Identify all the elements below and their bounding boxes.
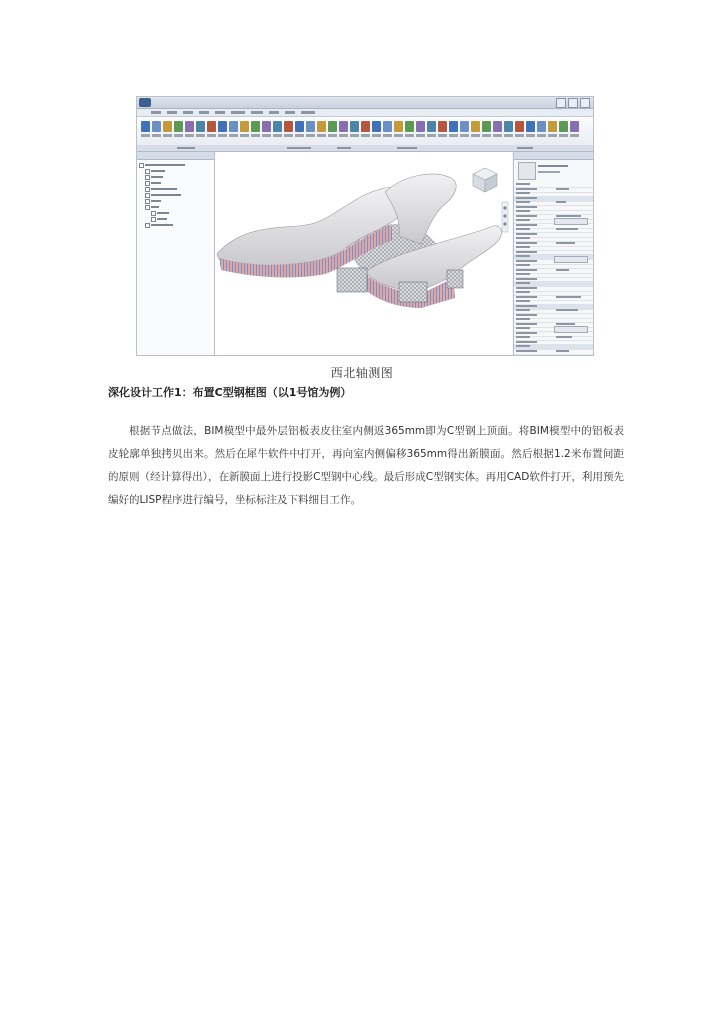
tab-manage[interactable] [285, 111, 295, 114]
tab-view[interactable] [269, 111, 279, 114]
ribbon-tool-label [229, 134, 238, 137]
ribbon-tool-label [262, 134, 271, 137]
ribbon-tool-label [394, 134, 403, 137]
ribbon-tool-label [515, 134, 524, 137]
ribbon-tool-icon[interactable] [372, 121, 381, 132]
navigation-bar[interactable] [502, 202, 508, 232]
entrance-block-3 [447, 270, 463, 288]
ribbon-tool-icon[interactable] [251, 121, 260, 132]
property-row[interactable] [514, 349, 594, 355]
ribbon-tool-label [185, 134, 194, 137]
ribbon-tool-icon[interactable] [504, 121, 513, 132]
ribbon-group-labels [137, 145, 593, 151]
ribbon-tool-label [537, 134, 546, 137]
ribbon-tool-label [218, 134, 227, 137]
ribbon-tool-label [460, 134, 469, 137]
ribbon-tool-icon[interactable] [438, 121, 447, 132]
ribbon-tool-label [306, 134, 315, 137]
ribbon-tool-icon[interactable] [229, 121, 238, 132]
ribbon-tool-label [339, 134, 348, 137]
ribbon-tool-icon[interactable] [218, 121, 227, 132]
view-cube-icon[interactable] [473, 168, 497, 192]
ribbon-tabs [137, 109, 593, 117]
3d-viewport[interactable] [215, 152, 512, 355]
ribbon-tool-label [449, 134, 458, 137]
ribbon-tool-label [141, 134, 150, 137]
ribbon-tool-icon[interactable] [515, 121, 524, 132]
ribbon-tool-label [284, 134, 293, 137]
ribbon-tool-icon[interactable] [361, 121, 370, 132]
ribbon-tool-icon[interactable] [185, 121, 194, 132]
ribbon-tool-icon[interactable] [493, 121, 502, 132]
ribbon-tool-label [240, 134, 249, 137]
ribbon-tool-icon[interactable] [284, 121, 293, 132]
ribbon-tool-label [482, 134, 491, 137]
ribbon-tool-icon[interactable] [548, 121, 557, 132]
tab-analyze[interactable] [215, 111, 225, 114]
entrance-block-1 [337, 268, 367, 292]
tab-insert[interactable] [183, 111, 193, 114]
ribbon-tool-icon[interactable] [152, 121, 161, 132]
type-thumbnail-icon [518, 162, 536, 180]
ribbon-tool-icon[interactable] [196, 121, 205, 132]
ribbon-tool-icon[interactable] [405, 121, 414, 132]
properties-header [514, 152, 594, 160]
ribbon-tool-icon[interactable] [240, 121, 249, 132]
ribbon-tool-label [163, 134, 172, 137]
ribbon-tool-label [548, 134, 557, 137]
ribbon-tool-icon[interactable] [449, 121, 458, 132]
tab-architecture[interactable] [151, 111, 161, 114]
ribbon-tool-icon[interactable] [262, 121, 271, 132]
tab-structure[interactable] [167, 111, 177, 114]
ribbon-tool-icon[interactable] [383, 121, 392, 132]
ribbon-tool-icon[interactable] [141, 121, 150, 132]
ribbon-tool-icon[interactable] [427, 121, 436, 132]
ribbon-tool-label [174, 134, 183, 137]
tab-annotate[interactable] [199, 111, 209, 114]
ribbon-tool-icon[interactable] [460, 121, 469, 132]
ribbon-tool-label [570, 134, 579, 137]
ribbon-tool-label [383, 134, 392, 137]
ribbon-tool-icon[interactable] [471, 121, 480, 132]
ribbon-tool-icon[interactable] [174, 121, 183, 132]
window-controls [556, 98, 590, 108]
ribbon-tool-icon[interactable] [570, 121, 579, 132]
ribbon-tool-label [405, 134, 414, 137]
ribbon-toolbar [137, 117, 593, 152]
minimize-icon[interactable] [556, 98, 566, 108]
ribbon-tool-label [152, 134, 161, 137]
ribbon-tool-label [361, 134, 370, 137]
ribbon-tool-icon[interactable] [339, 121, 348, 132]
ribbon-tool-label [493, 134, 502, 137]
ribbon-tool-label [196, 134, 205, 137]
ribbon-tool-label [273, 134, 282, 137]
ribbon-tool-label [427, 134, 436, 137]
project-browser [137, 152, 215, 355]
ribbon-tool-icon[interactable] [416, 121, 425, 132]
project-browser-header [137, 152, 214, 160]
properties-panel [513, 152, 594, 355]
ribbon-tool-icon[interactable] [295, 121, 304, 132]
ribbon-tool-icon[interactable] [537, 121, 546, 132]
application-menu-button[interactable] [139, 98, 151, 107]
figure-caption: 西北轴测图 [330, 366, 394, 380]
northwest-axonometric-model [215, 152, 512, 355]
ribbon-tool-icon[interactable] [328, 121, 337, 132]
ribbon-tool-label [504, 134, 513, 137]
ribbon-tool-label [471, 134, 480, 137]
body-paragraph: 根据节点做法，BIM模型中最外层铝板表皮往室内侧返365mm即为C型钢上顶面。将BIM模型中的铝板表皮轮廓单独拷贝出来。然后在犀牛软件中打开，再向室内侧偏移365mm得出新膜面。然后根据1.2米布置间距的原则（经计算得出），在新膜面上进行投影C型钢中心线。最后形成C型钢实体。再用CAD软件打开，利用预先编好的LISP程序进行编号，坐标标注及下料细目工作。 [108, 425, 624, 506]
edit-button[interactable] [554, 326, 588, 333]
window-title-bar [137, 97, 593, 109]
ribbon-tool-icon[interactable] [350, 121, 359, 132]
ribbon-tool-icon[interactable] [317, 121, 326, 132]
ribbon-tool-label [438, 134, 447, 137]
ribbon-tool-label [559, 134, 568, 137]
ribbon-tool-label [328, 134, 337, 137]
ribbon-tool-label [526, 134, 535, 137]
ribbon-tool-icon[interactable] [526, 121, 535, 132]
maximize-icon[interactable] [568, 98, 578, 108]
ribbon-tool-icon[interactable] [207, 121, 216, 132]
ribbon-tool-label [295, 134, 304, 137]
ribbon-tool-icon[interactable] [482, 121, 491, 132]
ribbon-tool-label [372, 134, 381, 137]
ribbon-tool-label [207, 134, 216, 137]
ribbon-tool-label [416, 134, 425, 137]
tab-massing[interactable] [231, 111, 245, 114]
ribbon-tool-icon[interactable] [306, 121, 315, 132]
ribbon-tool-icon[interactable] [273, 121, 282, 132]
entrance-block-2 [399, 282, 427, 302]
ribbon-tool-icon[interactable] [394, 121, 403, 132]
ribbon-tool-label [317, 134, 326, 137]
tab-modify[interactable] [301, 111, 315, 114]
tab-collaborate[interactable] [251, 111, 263, 114]
ribbon-tool-icon[interactable] [559, 121, 568, 132]
edit-button[interactable] [554, 256, 588, 263]
edit-button[interactable] [554, 218, 588, 225]
section-heading: 深化设计工作1：布置C型钢框图（以1号馆为例） [108, 386, 352, 399]
ribbon-tool-label [251, 134, 260, 137]
ribbon-tool-label [350, 134, 359, 137]
close-icon[interactable] [580, 98, 590, 108]
revit-screenshot [136, 96, 594, 356]
ribbon-tool-icon[interactable] [163, 121, 172, 132]
